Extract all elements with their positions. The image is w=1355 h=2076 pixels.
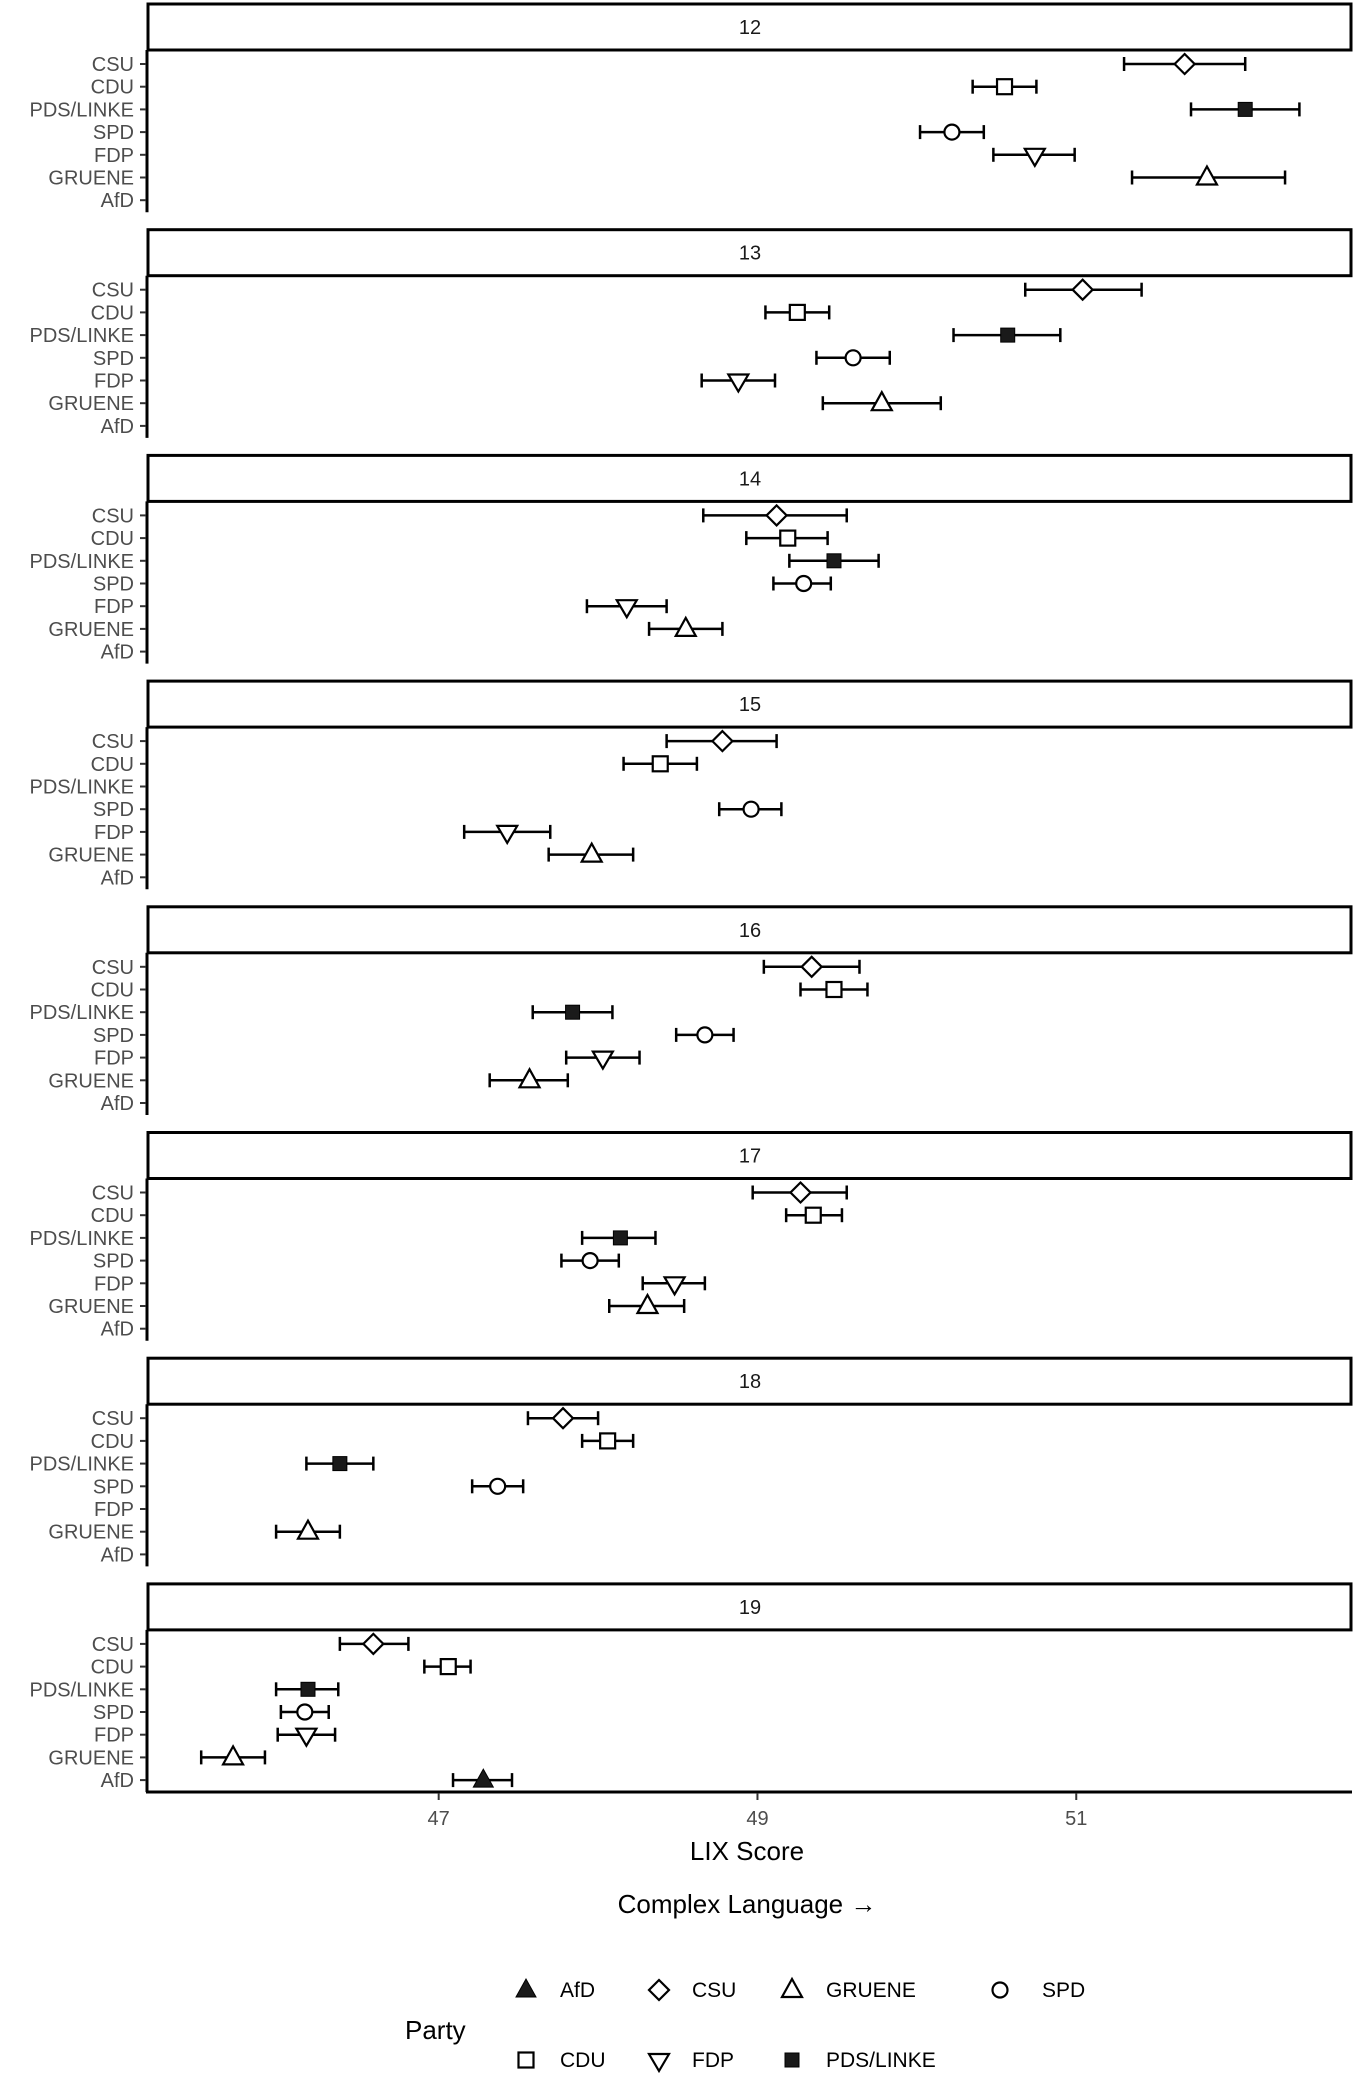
y-tick-label: CDU: [90, 302, 134, 325]
y-tick-label: AfD: [100, 415, 134, 438]
y-tick-label: FDP: [94, 1724, 134, 1747]
y-tick-label: CDU: [90, 979, 134, 1002]
data-point-csu: [703, 505, 846, 525]
circle-marker-icon: [490, 1479, 505, 1494]
circle-marker-icon: [583, 1253, 598, 1268]
data-point-cdu: [746, 531, 827, 546]
circle-marker-icon: [944, 125, 959, 140]
diamond-marker-icon: [553, 1408, 573, 1428]
data-point-fdp: [587, 599, 667, 617]
facet-strip-label: 13: [738, 242, 762, 265]
x-tick-label: 47: [427, 1808, 450, 1830]
filled-square-marker-icon: [301, 1682, 315, 1696]
facet-panel-17: [30, 1133, 1351, 1341]
triangle-marker-icon: [520, 1069, 540, 1087]
y-tick-label: FDP: [94, 1273, 134, 1296]
data-point-spd: [816, 350, 889, 365]
data-point-gruene: [823, 392, 941, 410]
triangle-marker-icon: [223, 1746, 243, 1764]
data-point-fdp: [464, 825, 550, 843]
y-tick-label: AfD: [100, 641, 134, 664]
data-point-pds-linke: [533, 1005, 613, 1019]
data-point-csu: [340, 1634, 409, 1654]
data-point-spd: [676, 1027, 733, 1042]
triangle-down-marker-icon: [728, 375, 748, 392]
square-marker-icon: [653, 756, 668, 771]
facet-panel-15: [30, 681, 1351, 889]
data-point-csu: [753, 1183, 847, 1203]
triangle-down-marker-icon: [665, 1277, 685, 1294]
diamond-marker-icon: [791, 1183, 811, 1203]
y-tick-label: AfD: [100, 1770, 134, 1793]
x-tick-label: 51: [1065, 1808, 1088, 1830]
triangle-marker-icon: [582, 844, 602, 862]
circle-marker-icon: [297, 1705, 312, 1720]
facet-strip-label: 14: [738, 468, 762, 491]
y-tick-label: CDU: [90, 1656, 134, 1679]
x-axis-direction-note: Complex Language →: [617, 1889, 877, 1919]
y-tick-label: CDU: [90, 1205, 134, 1228]
legend-item-afd: [516, 1979, 595, 2002]
y-tick-label: PDS/LINKE: [29, 1453, 134, 1476]
filled-square-marker-icon: [1238, 102, 1252, 116]
data-point-pds-linke: [1191, 102, 1299, 116]
legend-label: FDP: [692, 2049, 734, 2072]
square-marker-icon: [790, 305, 805, 320]
y-tick-label: GRUENE: [48, 1296, 134, 1318]
filled-square-marker-icon: [827, 554, 841, 568]
data-point-fdp: [566, 1051, 639, 1069]
y-tick-label: CDU: [90, 76, 134, 99]
legend-title: Party: [405, 2015, 466, 2045]
data-point-pds-linke: [954, 328, 1061, 342]
circle-marker-icon: [796, 576, 811, 591]
data-point-gruene: [649, 618, 722, 636]
data-point-cdu: [801, 982, 868, 997]
y-tick-label: SPD: [92, 347, 134, 370]
y-tick-label: PDS/LINKE: [29, 550, 134, 573]
data-point-pds-linke: [276, 1682, 338, 1696]
y-tick-label: SPD: [92, 122, 134, 145]
facet-panels: [30, 4, 1351, 1792]
legend-item-spd: [993, 1979, 1086, 2002]
legend-label: CDU: [560, 2049, 606, 2072]
y-tick-label: PDS/LINKE: [29, 1679, 134, 1702]
y-tick-label: CSU: [91, 1408, 134, 1431]
y-tick-label: GRUENE: [48, 393, 134, 416]
data-point-spd: [773, 576, 830, 591]
y-tick-label: CSU: [91, 1182, 134, 1205]
y-tick-label: FDP: [94, 596, 134, 619]
data-point-csu: [764, 957, 860, 977]
y-tick-label: FDP: [94, 821, 134, 844]
y-tick-label: GRUENE: [48, 618, 134, 641]
legend-item-fdp: [649, 2049, 734, 2072]
diamond-marker-icon: [649, 1980, 669, 2000]
facet-panel-19: [30, 1584, 1351, 1792]
diamond-marker-icon: [1175, 54, 1195, 74]
triangle-down-marker-icon: [617, 600, 637, 617]
legend-label: AfD: [560, 1979, 596, 2002]
data-point-pds-linke: [582, 1231, 655, 1245]
y-tick-label: AfD: [100, 867, 134, 890]
data-point-cdu: [424, 1659, 470, 1674]
filled-triangle-marker-icon: [516, 1979, 536, 1997]
y-tick-label: PDS/LINKE: [29, 325, 134, 348]
y-tick-label: GRUENE: [48, 1070, 134, 1093]
y-tick-label: CDU: [90, 753, 134, 776]
y-tick-label: CSU: [91, 279, 134, 302]
y-tick-label: SPD: [92, 573, 134, 596]
y-tick-label: SPD: [92, 799, 134, 822]
legend-item-gruene: [782, 1979, 916, 2002]
data-point-cdu: [582, 1433, 633, 1448]
y-tick-label: FDP: [94, 144, 134, 167]
y-tick-label: CSU: [91, 54, 134, 76]
data-point-pds-linke: [789, 554, 878, 568]
triangle-down-marker-icon: [497, 826, 517, 843]
circle-marker-icon: [993, 1983, 1008, 1998]
facet-strip-label: 17: [738, 1145, 762, 1168]
square-marker-icon: [600, 1433, 615, 1448]
data-point-spd: [920, 125, 984, 140]
y-tick-label: PDS/LINKE: [29, 1002, 134, 1025]
square-marker-icon: [441, 1659, 456, 1674]
y-tick-label: GRUENE: [48, 1521, 134, 1544]
legend-item-pds-linke: [785, 2049, 936, 2072]
filled-square-marker-icon: [566, 1005, 580, 1019]
triangle-marker-icon: [298, 1521, 318, 1539]
triangle-marker-icon: [676, 618, 696, 636]
data-point-fdp: [702, 374, 775, 392]
legend-item-csu: [649, 1979, 736, 2002]
data-point-gruene: [490, 1069, 568, 1087]
y-tick-label: PDS/LINKE: [29, 1227, 134, 1250]
data-point-spd: [561, 1253, 618, 1268]
filled-square-marker-icon: [613, 1231, 627, 1245]
triangle-down-marker-icon: [1025, 149, 1045, 166]
legend-item-cdu: [519, 2049, 606, 2072]
data-point-csu: [667, 731, 777, 751]
y-tick-label: AfD: [100, 190, 134, 213]
data-point-afd: [453, 1769, 512, 1787]
data-point-spd: [472, 1479, 523, 1494]
y-tick-label: SPD: [92, 1702, 134, 1724]
y-tick-label: CSU: [91, 1633, 134, 1656]
facet-panel-16: [30, 907, 1351, 1115]
y-tick-label: AfD: [100, 1544, 134, 1567]
y-tick-label: CSU: [91, 505, 134, 528]
triangle-marker-icon: [872, 392, 892, 410]
diamond-marker-icon: [363, 1634, 383, 1654]
diamond-marker-icon: [1073, 280, 1093, 300]
data-point-gruene: [609, 1295, 684, 1313]
y-tick-label: CDU: [90, 1430, 134, 1453]
y-tick-label: PDS/LINKE: [29, 99, 134, 122]
legend-label: CSU: [692, 1979, 737, 2002]
y-tick-label: AfD: [100, 1093, 134, 1115]
y-tick-label: FDP: [94, 1047, 134, 1070]
data-point-fdp: [993, 148, 1074, 166]
y-tick-label: CSU: [91, 731, 134, 754]
triangle-marker-icon: [782, 1979, 802, 1997]
data-point-spd: [719, 802, 781, 817]
data-point-pds-linke: [306, 1457, 373, 1471]
y-tick-label: CDU: [90, 528, 134, 551]
x-tick-label: 49: [746, 1808, 769, 1830]
filled-square-marker-icon: [785, 2053, 799, 2067]
diamond-marker-icon: [767, 505, 787, 525]
triangle-down-marker-icon: [649, 2054, 669, 2071]
facet-strip-label: 12: [738, 17, 762, 39]
data-point-gruene: [1132, 167, 1285, 185]
triangle-down-marker-icon: [296, 1729, 316, 1746]
square-marker-icon: [826, 982, 841, 997]
data-point-csu: [528, 1408, 598, 1428]
y-tick-label: FDP: [94, 1499, 134, 1521]
legend-label: SPD: [1042, 1979, 1086, 2002]
circle-marker-icon: [697, 1027, 712, 1042]
y-tick-label: GRUENE: [48, 1747, 134, 1770]
square-marker-icon: [997, 79, 1012, 94]
data-point-csu: [1025, 280, 1141, 300]
facet-panel-13: [30, 230, 1351, 438]
x-axis: [146, 1792, 1352, 1830]
triangle-marker-icon: [637, 1295, 657, 1313]
filled-square-marker-icon: [1001, 328, 1015, 342]
data-point-fdp: [643, 1276, 705, 1294]
square-marker-icon: [780, 531, 795, 546]
filled-triangle-marker-icon: [473, 1769, 493, 1787]
data-point-fdp: [278, 1728, 335, 1746]
facet-panel-18: [30, 1358, 1351, 1566]
legend-label: GRUENE: [826, 1979, 916, 2002]
data-point-cdu: [786, 1208, 842, 1223]
y-tick-label: FDP: [94, 370, 134, 393]
legend: [405, 1979, 1085, 2072]
data-point-gruene: [549, 844, 633, 862]
facet-strip-label: 15: [738, 694, 762, 717]
data-point-csu: [1124, 54, 1245, 74]
facet-strip-label: 19: [738, 1596, 762, 1619]
data-point-gruene: [276, 1521, 340, 1539]
facet-panel-12: [30, 4, 1351, 212]
triangle-down-marker-icon: [593, 1052, 613, 1069]
y-tick-label: SPD: [92, 1024, 134, 1047]
circle-marker-icon: [744, 802, 759, 817]
y-tick-label: AfD: [100, 1318, 134, 1341]
legend-label: PDS/LINKE: [826, 2049, 936, 2072]
y-tick-label: SPD: [92, 1476, 134, 1499]
x-axis-title: LIX Score: [689, 1836, 805, 1866]
data-point-cdu: [973, 79, 1037, 94]
data-point-gruene: [201, 1746, 265, 1764]
y-tick-label: SPD: [92, 1250, 134, 1273]
filled-square-marker-icon: [333, 1457, 347, 1471]
triangle-marker-icon: [1197, 167, 1217, 185]
diamond-marker-icon: [712, 731, 732, 751]
facet-panel-14: [30, 455, 1351, 663]
square-marker-icon: [806, 1208, 821, 1223]
data-point-cdu: [624, 756, 697, 771]
data-point-spd: [281, 1705, 329, 1720]
y-tick-label: GRUENE: [48, 844, 134, 867]
data-point-cdu: [765, 305, 829, 320]
facet-strip-label: 16: [738, 919, 762, 942]
facet-strip-label: 18: [738, 1371, 762, 1394]
square-marker-icon: [519, 2053, 534, 2068]
y-tick-label: CSU: [91, 956, 134, 979]
y-tick-label: PDS/LINKE: [29, 776, 134, 799]
y-tick-label: GRUENE: [48, 167, 134, 190]
diamond-marker-icon: [802, 957, 822, 977]
circle-marker-icon: [846, 350, 861, 365]
